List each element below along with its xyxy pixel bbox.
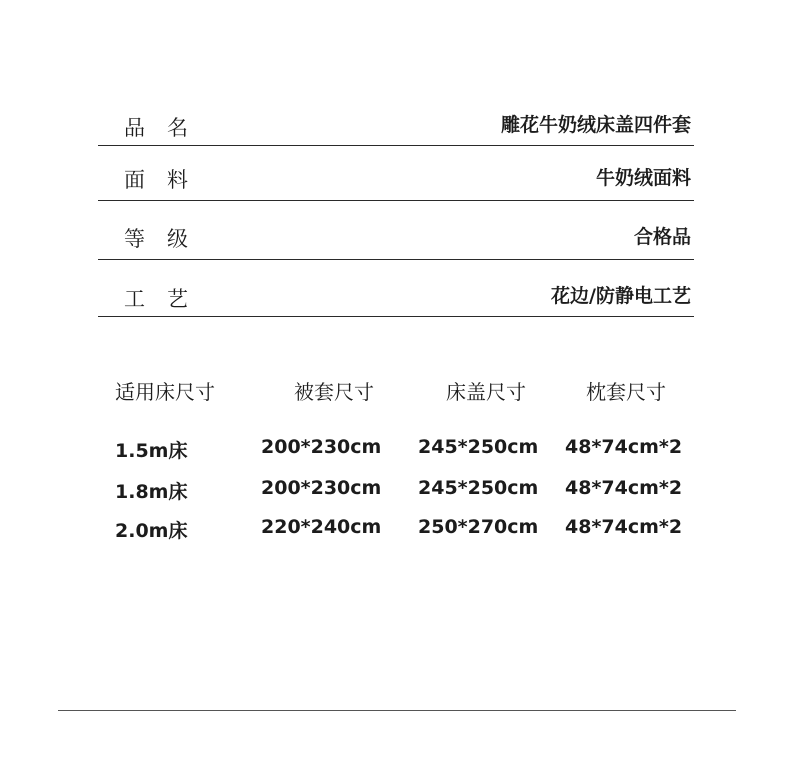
spec-row-grade <box>98 201 694 260</box>
spec-row-fabric <box>98 146 694 201</box>
cell-bedspread-size: 245*250cm <box>418 436 539 458</box>
spec-row-craft <box>98 260 694 317</box>
header-bed-size: 适用床尺寸 <box>115 380 215 404</box>
spec-value: 合格品 <box>633 226 691 248</box>
header-pillowcase-size: 枕套尺寸 <box>586 380 666 404</box>
cell-bed-size: 1.5m床 <box>115 440 188 462</box>
cell-bedspread-size: 250*270cm <box>418 516 539 538</box>
cell-pillowcase-size: 48*74cm*2 <box>565 516 683 538</box>
spec-row-name <box>98 96 694 146</box>
cell-pillowcase-size: 48*74cm*2 <box>565 436 683 458</box>
cell-bedspread-size: 245*250cm <box>418 477 539 499</box>
header-duvet-size: 被套尺寸 <box>294 380 374 404</box>
header-bedspread-size: 床盖尺寸 <box>446 380 526 404</box>
cell-pillowcase-size: 48*74cm*2 <box>565 477 683 499</box>
cell-duvet-size: 220*240cm <box>261 516 382 538</box>
spec-label: 等级 <box>124 227 210 251</box>
spec-value: 雕花牛奶绒床盖四件套 <box>500 114 691 136</box>
spec-value: 花边/防静电工艺 <box>551 285 691 307</box>
spec-label: 面料 <box>124 168 210 192</box>
bottom-divider <box>58 710 736 711</box>
spec-label: 工艺 <box>124 287 210 311</box>
cell-bed-size: 2.0m床 <box>115 520 188 542</box>
cell-bed-size: 1.8m床 <box>115 481 188 503</box>
spec-value: 牛奶绒面料 <box>595 167 691 189</box>
spec-label: 品名 <box>124 116 210 140</box>
cell-duvet-size: 200*230cm <box>261 436 382 458</box>
product-spec-table <box>98 96 694 317</box>
cell-duvet-size: 200*230cm <box>261 477 382 499</box>
